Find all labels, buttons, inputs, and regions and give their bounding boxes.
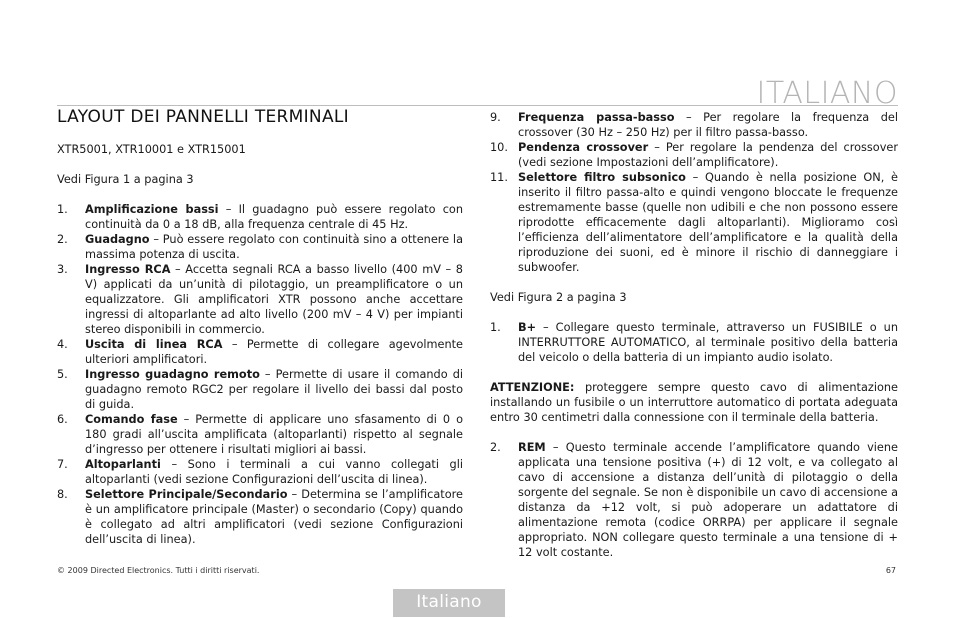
list-item: 6. Comando fase – Permette di applicare uno sfasamento di 0 o 180 gradi all’uscita amplificata (altoparlanti) rispetto al segnale d’ingresso per ottenere i risultati migliori ai bassi. [57,413,463,456]
warning-text: proteggere sempre questo cavo di alimentazione installando un fusibile o un interruttore automatico di portata adeguata entro 30 centimetri dalla connessione con il terminale della batteria. [490,381,898,424]
figure-ref-1: Vedi Figura 1 a pagina 3 [57,173,194,186]
header-language: ITALIANO [756,76,898,111]
section-title: LAYOUT DEI PANNELLI TERMINALI [57,107,349,127]
list-item: 2. Guadagno – Può essere regolato con continuità sino a ottenere la massima potenza di uscita. [57,233,463,261]
list-item: 11. Selettore filtro subsonico – Quando è nella posizione ON, è inserito il filtro passa-alto e quindi vengono bloccate le frequenze estremamente basse (quelle non udibili e che non possono essere riprodotte efficacemente dagli altoparlanti). Miglioramo così l’efficienza dell’alimentatore dell’amplificatore e la qualità della riproduzione dei suoni, ed è minore il rischio di danneggiare i subwoofer. [490,171,899,274]
language-tab: Italiano [393,589,505,617]
models-line: XTR5001, XTR10001 e XTR15001 [57,143,246,156]
warning-paragraph [490,380,898,425]
figure-ref-2: Vedi Figura 2 a pagina 3 [490,291,627,304]
list-item: 3. Ingresso RCA – Accetta segnali RCA a basso livello (400 mV – 8 V) applicati da un’unità di pilotaggio, un preamplificatore o un equalizzatore. Gli amplificatori XTR possono anche accettare ingressi di altoparlante ad alto livello (200 mV – 4 V) per impianti stereo disponibili in commercio. [57,263,463,336]
copyright: © 2009 Directed Electronics. Tutti i diritti riservati. [57,566,260,575]
list-item: 7. Altoparlanti – Sono i terminali a cui vanno collegati gli altoparlanti (vedi sezione Configurazioni dell’uscita di linea). [57,458,463,486]
list-item: 9. Frequenza passa-basso – Per regolare la frequenza del crossover (30 Hz – 250 Hz) per il filtro passa-basso. [490,111,898,139]
left-column [57,106,463,547]
list-item: 8. Selettore Principale/Secondario – Determina se l’amplificatore è un amplificatore principale (Master) o secondario (Copy) quando è collegato ad altri amplificatori (vedi sezione Configurazioni dell’uscita di linea). [57,488,463,546]
list-item: 4. Uscita di linea RCA – Permette di collegare agevolmente ulteriori amplificatori. [57,338,463,366]
right-list-2 [490,320,898,365]
warning-label: ATTENZIONE: [490,381,575,394]
right-list-3 [490,440,898,560]
list-item: 1. B+ – Collegare questo terminale, attraverso un FUSIBILE o un INTERRUTTORE AUTOMATICO, al terminale positivo della batteria del veicolo o della batteria di un impianto audio isolato. [490,321,898,364]
list-item: 5. Ingresso guadagno remoto – Permette di usare il comando di guadagno remoto RGC2 per regolare il livello dei bassi dal posto di guida. [57,368,463,411]
list-item: 10. Pendenza crossover – Per regolare la pendenza del crossover (vedi sezione Impostazioni dell’amplificatore). [490,141,898,169]
left-list [57,202,463,547]
page-number: 67 [885,566,896,575]
list-item: 1. Amplificazione bassi – Il guadagno può essere regolato con continuità da 0 a 18 dB, alla frequenza centrale di 45 Hz. [57,203,463,231]
right-list [490,110,898,275]
right-column [490,106,898,560]
list-item: 2. REM – Questo terminale accende l’amplificatore quando viene applicata una tensione positiva (+) di 12 volt, e va collegato al cavo di accensione a distanza dell’unità di pilotaggio o della sorgente del segnale. Se non è disponibile un cavo di accensione a distanza da +12 volt, si può adoperare un adattatore di alimentazione remota (codice ORRPA) per applicare il segnale appropriato. NON collegare questo terminale a una tensione di + 12 volt costante. [490,441,898,559]
